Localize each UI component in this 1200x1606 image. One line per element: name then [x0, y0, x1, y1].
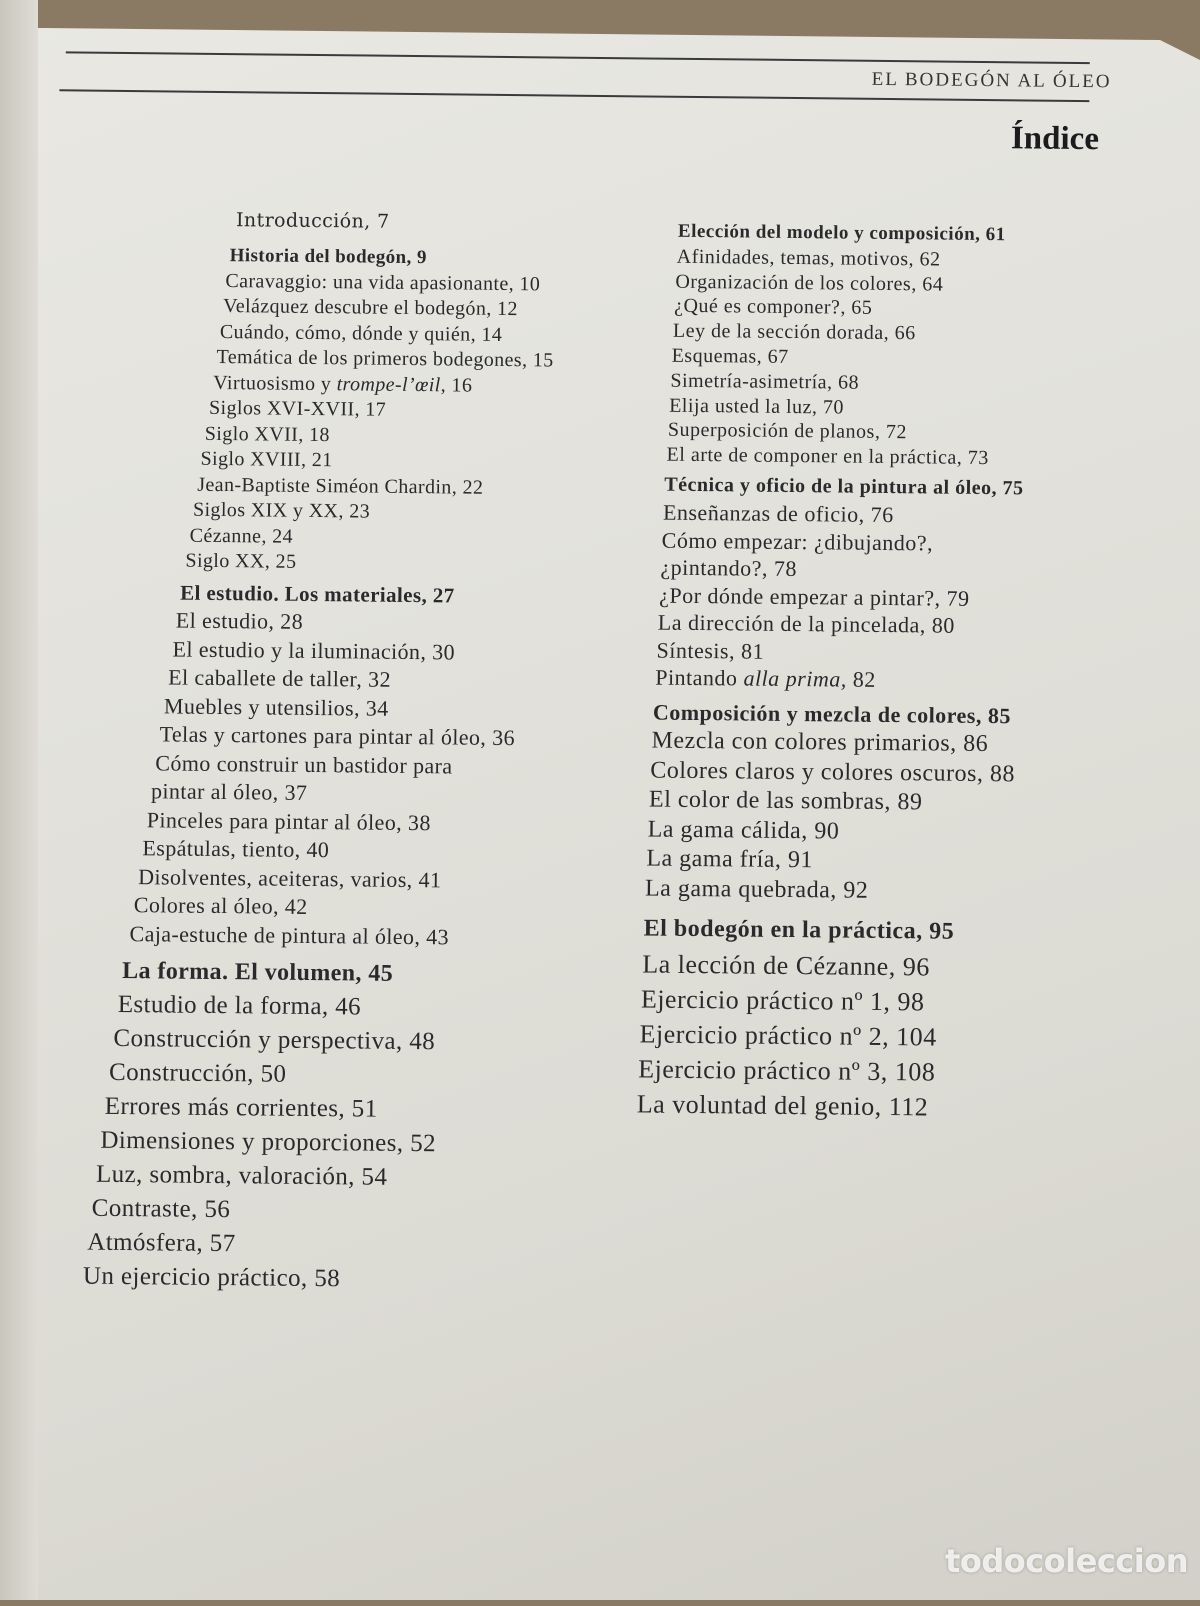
toc-entry-text: Virtuosismo y [213, 371, 337, 395]
toc-entry: Siglos XVI-XVII, 17 [208, 396, 387, 421]
toc-entry-page: 82 [846, 667, 876, 693]
toc-entry: El estudio, 28 [175, 607, 304, 634]
toc-entry: Colores claros y colores oscuros, 88 [650, 757, 1016, 788]
toc-entry: Cómo construir un bastidor para [155, 749, 453, 778]
toc-entry: Siglo XVII, 18 [204, 422, 330, 446]
toc-entry: La voluntad del genio, 112 [636, 1089, 929, 1122]
toc-heading: Elección del modelo y composición, 61 [677, 220, 1006, 246]
toc-right-column [636, 214, 1177, 1136]
toc-entry: Caravaggio: una vida apasionante, 10 [225, 269, 541, 295]
toc-heading: Historia del bodegón, 9 [229, 245, 427, 269]
toc-entry: La gama cálida, 90 [647, 816, 840, 845]
toc-section-technique [651, 472, 1173, 697]
watermark-logo: todocoleccion [945, 1542, 1188, 1580]
toc-rule [636, 1130, 1148, 1135]
page-title: Índice [1010, 120, 1100, 158]
toc-entry: Espátulas, tiento, 40 [142, 835, 330, 863]
toc-entry: Ejercicio práctico nº 3, 108 [638, 1054, 936, 1087]
toc-section-history [90, 242, 653, 579]
toc-entry: Estudio de la forma, 46 [117, 990, 362, 1021]
toc-entry-intro: Introducción, 7 [235, 209, 390, 233]
toc-rule [236, 237, 646, 241]
toc-entry: La lección de Cézanne, 96 [642, 949, 930, 982]
toc-entry: Mezcla con colores primarios, 86 [651, 728, 989, 758]
toc-left-column [83, 202, 654, 1306]
toc-entry: Cézanne, 24 [189, 524, 294, 548]
toc-entry: ¿Qué es componer?, 65 [674, 295, 873, 320]
toc-rule [678, 214, 1070, 218]
toc-entry: Ejercicio práctico nº 2, 104 [639, 1019, 937, 1053]
toc-entry: Ley de la sección dorada, 66 [672, 319, 916, 345]
toc-heading: Composición y mezcla de colores, 85 [652, 699, 1012, 729]
toc-entry: Dimensiones y proporciones, 52 [100, 1126, 437, 1158]
toc-entry: pintar al óleo, 37 [150, 778, 308, 805]
toc-entry: Colores al óleo, 42 [133, 892, 308, 919]
toc-entry: El arte de componer en la práctica, 73 [666, 443, 989, 470]
toc-section-form [83, 954, 647, 1300]
toc-entry-italic: alla prima, [743, 665, 847, 693]
toc-entry: Atmósfera, 57 [87, 1228, 236, 1258]
toc-entry: Siglos XIX y XX, 23 [192, 498, 371, 523]
header-rule-top [66, 51, 1090, 63]
toc-entry-text: Pintando [655, 665, 744, 691]
toc-entry-italic: trompe-l’œil [336, 372, 441, 396]
toc-entry: Síntesis, 81 [656, 637, 765, 664]
toc-section-model [653, 220, 1176, 473]
toc-entry: Esquemas, 67 [671, 344, 789, 368]
toc-entry: Superposición de planos, 72 [667, 419, 908, 444]
toc-entry: Errores más corrientes, 51 [104, 1092, 378, 1123]
toc-section-studio [86, 577, 650, 953]
toc-entry: Jean-Baptiste Siméon Chardin, 22 [197, 473, 484, 499]
toc-entry: Luz, sombra, valoración, 54 [95, 1160, 388, 1191]
toc-entry: Enseñanzas de oficio, 76 [662, 500, 894, 528]
toc-entry: Cuándo, cómo, dónde y quién, 14 [219, 320, 503, 346]
toc-entry: ¿Por dónde empezar a pintar?, 79 [659, 582, 970, 611]
toc-entry: La dirección de la pincelada, 80 [657, 610, 955, 639]
running-header: EL BODEGÓN AL ÓLEO [871, 68, 1112, 93]
toc-entry: El color de las sombras, 89 [648, 786, 923, 816]
toc-entry [655, 664, 1171, 697]
toc-rule [83, 1300, 595, 1305]
toc-entry: Siglo XVIII, 21 [200, 447, 333, 472]
toc-section-colors [644, 697, 1171, 909]
toc-entry: Un ejercicio práctico, 58 [82, 1262, 341, 1293]
toc-entry-page: , 16 [440, 373, 473, 397]
toc-entry: El caballete de taller, 32 [168, 664, 392, 692]
toc-rule [236, 203, 646, 207]
toc-entry: ¿pintando?, 78 [660, 555, 798, 582]
toc-entry: Caja-estuche de pintura al óleo, 43 [129, 920, 450, 949]
toc-entry: Muebles y utensilios, 34 [163, 692, 389, 721]
toc-entry: Disolventes, aceiteras, varios, 41 [138, 863, 442, 892]
toc-entry: Contraste, 56 [91, 1194, 231, 1224]
toc-heading: Técnica y oficio de la pintura al óleo, 75 [664, 473, 1024, 500]
toc-entry: Organización de los colores, 64 [675, 270, 944, 296]
toc-entry: La gama fría, 91 [646, 845, 814, 874]
toc-section-practice [636, 912, 1169, 1127]
toc-entry: Cómo empezar: ¿dibujando?, [661, 527, 934, 556]
toc-entry: Pinceles para pintar al óleo, 38 [146, 806, 431, 835]
toc-entry: Construcción y perspectiva, 48 [113, 1024, 436, 1056]
toc-heading: El bodegón en la práctica, 95 [643, 915, 955, 946]
toc-entry: Elija usted la luz, 70 [669, 394, 845, 419]
toc-entry: Ejercicio práctico nº 1, 98 [640, 984, 925, 1017]
toc-heading: El estudio. Los materiales, 27 [180, 580, 455, 607]
toc-entry: Velázquez descubre el bodegón, 12 [223, 295, 519, 321]
toc-entry: Telas y cartones para pintar al óleo, 36 [159, 721, 516, 751]
toc-heading: La forma. El volumen, 45 [122, 958, 394, 987]
toc-entry: La gama quebrada, 92 [644, 875, 869, 904]
toc-entry: Afinidades, temas, motivos, 62 [676, 245, 941, 271]
toc-entry: Construcción, 50 [108, 1058, 287, 1088]
toc-entry: Temática de los primeros bodegones, 15 [216, 345, 554, 372]
toc-entry: El estudio y la iluminación, 30 [172, 636, 456, 664]
toc-entry: Siglo XX, 25 [185, 549, 297, 573]
toc-entry: Simetría-asimetría, 68 [670, 369, 860, 394]
